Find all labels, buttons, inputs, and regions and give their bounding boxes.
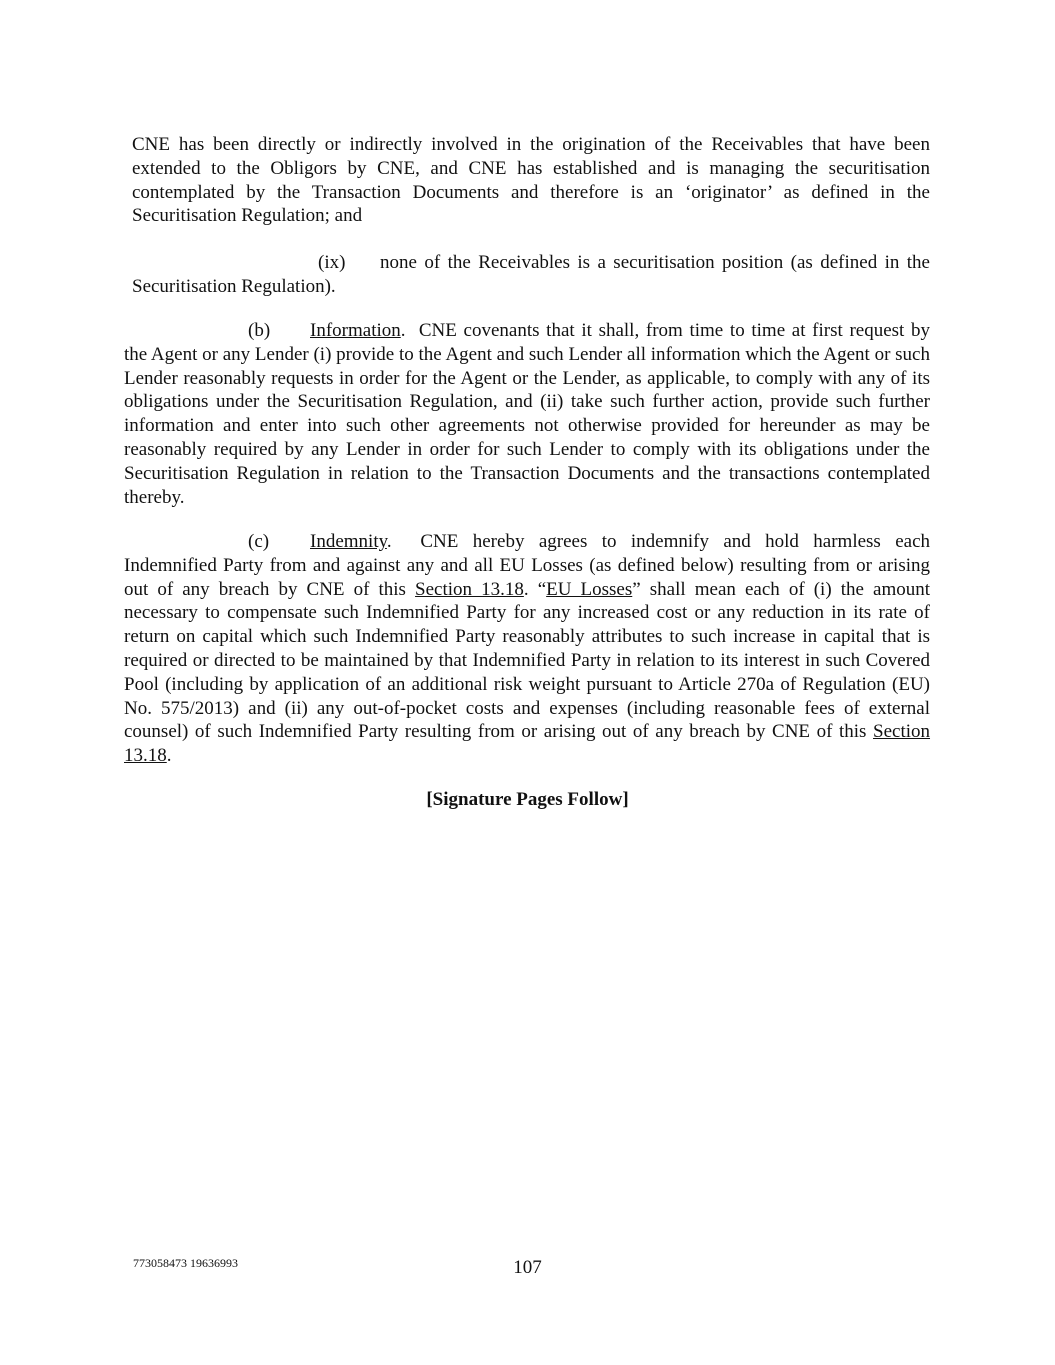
section-b-heading: Information <box>310 320 401 341</box>
continuation-text: CNE has been directly or indirectly involved in the origination of the Receivables that have been extended to the Obligors by CNE, and CNE has established and is managing the securitisation contemplated by the Transaction Documents and therefore is an ‘originator’ as defined in the Securitisation Regulation; and <box>132 134 930 227</box>
section-c-paragraph <box>124 530 930 768</box>
item-ix-label: (ix) <box>318 252 346 273</box>
section-c-text-4: . <box>166 745 172 767</box>
section-reference-link: Section 13.18 <box>415 578 524 600</box>
item-ix-text: none of the Receivables is a securitisation position (as defined in the Securitisation Regulation). <box>132 252 930 297</box>
defined-term-eu-losses: EU Losses <box>546 578 633 600</box>
signature-pages-note: [Signature Pages Follow] <box>426 789 629 810</box>
section-c-text-1: CNE hereby agrees to indemnify and hold harmless each Indemnified Party from and against any and all EU Losses (as defined below) resulting from or arising out of any breach by CNE of this <box>124 531 931 600</box>
section-c-heading: Indemnity <box>310 531 387 552</box>
section-b-paragraph <box>124 319 930 509</box>
section-reference-link: Section 13.18 <box>124 721 931 767</box>
section-c-text-3: ” shall mean each of (i) the amount necessary to compensate such Indemnified Party for any increased cost or any reduction in its rate of return on capital which such Indemnified Party reasonably attributes to such increase in capital that is required or directed to be maintained by that Indemnified Party in relation to its interest in such Covered Pool (including by application of an additional risk weight pursuant to Article 270a of Regulation (EU) No. 575/2013) and (ii) any out-of-pocket costs and expenses (including reasonable fees of external counsel) of such Indemnified Party resulting from or arising out of any breach by CNE of this <box>124 578 931 743</box>
document-id: 773058473 19636993 <box>133 1256 238 1270</box>
section-c-label: (c) <box>248 531 270 552</box>
section-b-label: (b) <box>248 320 271 341</box>
page-number: 107 <box>513 1257 542 1278</box>
section-b-heading-punct: . <box>400 320 406 341</box>
item-ix-paragraph <box>132 251 930 299</box>
section-c-text-2: . “ <box>523 578 547 600</box>
section-c-heading-punct: . <box>386 531 392 552</box>
continuation-paragraph <box>132 133 930 228</box>
section-b-text: CNE covenants that it shall, from time to time at first request by the Agent or any Lender (i) provide to the Agent and such Lender all information which the Agent or such Lender reasonably requests in order for the Agent or the Lender, as applicable, to comply with any of its obligations under the Securitisation Regulation, and (ii) take such further action, provide such further information and enter into such other agreements not otherwise provided for hereunder as may be reasonably required by any Lender in order for such Lender to comply with its obligations under the Securitisation Regulation in relation to the Transaction Documents and the transactions contemplated thereby. <box>124 320 930 508</box>
